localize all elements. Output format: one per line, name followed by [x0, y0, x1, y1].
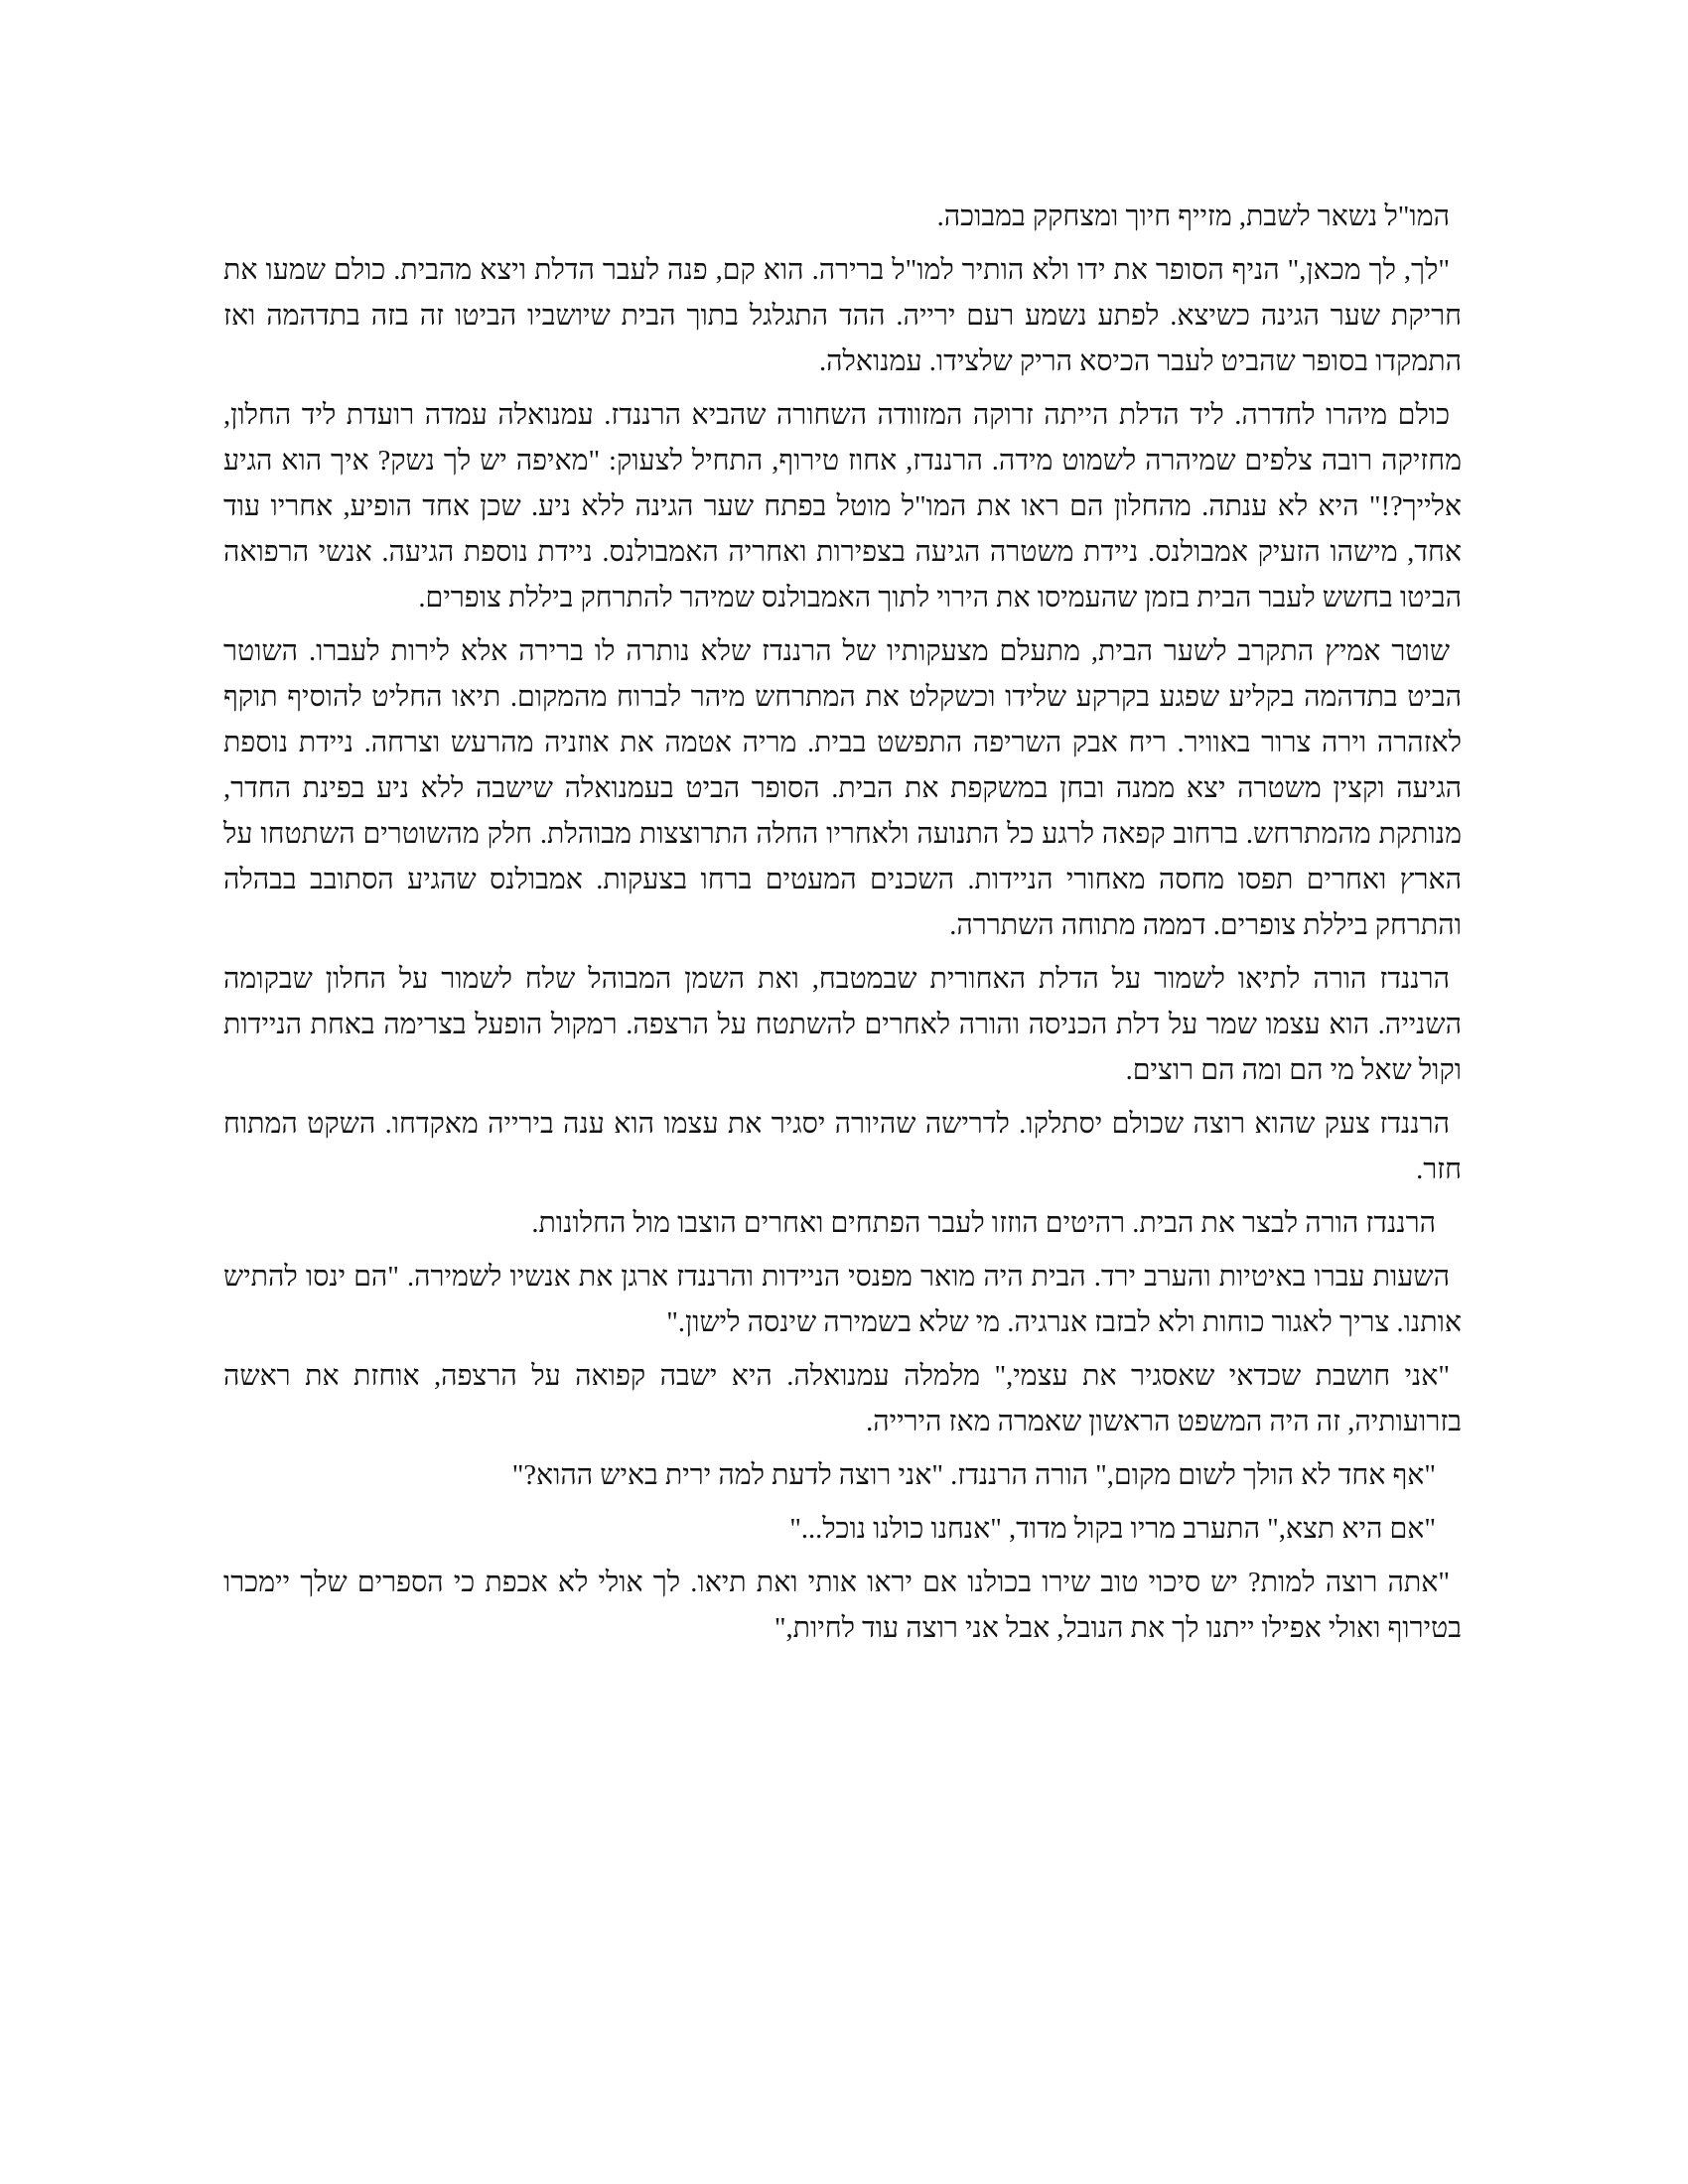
paragraph-1: המו"ל נשאר לשבת, מזייף חיוך ומצחקק במבוכה.	[936, 202, 1450, 232]
paragraph-4: שוטר אמיץ התקרב לשער הבית, מתעלם מצעקותיו של הרננדז שלא נותרה לו ברירה אלא לירות לעברו. השוטר הביט בתדהמה בקליע שפגע בקרקע שלידו וכשקלט את המתרחש מיהר לברוח מהמקום. תיאו החליט להוסיף תוקף לאזהרה וירה צרור באוויר. ריח אבק השריפה התפשט בבית. מריה אטמה את אוזניה מהרעש וצרחה. ניידת נוספת הגיעה וקצין משטרה יצא ממנה ובחן במשקפת את הבית. הסופר הביט בעמנואלה שישבה ללא ניע בפינת החדר, מנותקת מהמתרחש. ברחוב קפאה לרגע כל התנועה ולאחריו החלה התרוצצות מבוהלת. חלק מהשוטרים השתטחו על הארץ ואחרים תפסו מחסה מאחורי הניידות. השכנים המעטים ברחו בצעקות. אמבולנס שהגיע הסתובב בבהלה והתרחק ביללת צופרים. דממה מתוחה השתררה.	[223, 636, 1462, 941]
paragraph-9: "אני חושבת שכדאי שאסגיר את עצמי," מלמלה עמנואלה. היא ישבה קפואה על הרצפה, אוחזת את ראשה בזרועותיה, זה היה המשפט הראשון שאמרה מאז הירייה.	[223, 1361, 1462, 1437]
paragraph-3: כולם מיהרו לחדרה. ליד הדלת הייתה זרוקה המזוודה השחורה שהביא הרננדז. עמנואלה עמדה רועדת ליד החלון, מחזיקה רובה צלפים שמיהרה לשמוט מידה. הרננדז, אחוז טירוף, התחיל לצעוק: "מאיפה יש לך נשק? איך הוא הגיע אלייך?!" היא לא ענתה. מהחלון הם ראו את המו"ל מוטל בפתח שער הגינה ללא ניע. שכן אחד הופיע, אחריו עוד אחד, מישהו הזעיק אמבולנס. ניידת משטרה הגיעה בצפירות ואחריה האמבולנס. ניידת נוספת הגיעה. אנשי הרפואה הביטו בחשש לעבר הבית בזמן שהעמיסו את הירוי לתוך האמבולנס שמיהר להתרחק ביללת צופרים.	[223, 400, 1462, 614]
paragraph-8: השעות עברו באיטיות והערב ירד. הבית היה מואר מפנסי הניידות והרננדז ארגן את אנשיו לשמירה. "הם ינסו להתיש אותנו. צריך לאגור כוחות ולא לבזבז אנרגיה. מי שלא בשמירה שינסה לישון."	[223, 1262, 1462, 1338]
paragraph-10: "אף אחד לא הולך לשום מקום," הורה הרננדז. "אני רוצה לדעת למה ירית באיש ההוא?"	[511, 1460, 1436, 1491]
body-text	[223, 195, 1462, 1652]
paragraph-11: "אם היא תצא," התערב מריו בקול מדוד, "אנחנו כולנו נוכל..."	[789, 1514, 1436, 1545]
paragraph-12: "אתה רוצה למות? יש סיכוי טוב שירו בכולנו אם יראו אותי ואת תיאו. לך אולי לא אכפת כי הספרים שלך יימכרו בטירוף ואולי אפילו ייתנו לך את הנובל, אבל אני רוצה עוד לחיות,"	[223, 1568, 1462, 1644]
paragraph-7: הרננדז הורה לבצר את הבית. רהיטים הוזזו לעבר הפתחים ואחרים הוצבו מול החלונות.	[531, 1208, 1436, 1239]
paragraph-6: הרננדז צעק שהוא רוצה שכולם יסתלקו. לדרישה שהיורה יסגיר את עצמו הוא ענה בירייה מאקדחו. השקט המתוח חזר.	[223, 1109, 1462, 1185]
paragraph-5: הרננדז הורה לתיאו לשמור על הדלת האחורית שבמטבח, ואת השמן המבוהל שלח לשמור על החלון שבקומה השנייה. הוא עצמו שמר על דלת הכניסה והורה לאחרים להשתטח על הרצפה. רמקול הופעל בצרימה באחת הניידות וקול שאל מי הם ומה הם רוצים.	[223, 964, 1462, 1086]
paragraph-2: "לך, לך מכאן," הניף הסופר את ידו ולא הותיר למו"ל ברירה. הוא קם, פנה לעבר הדלת ויצא מהבית. כולם שמעו את חריקת שער הגינה כשיצא. לפתע נשמע רעם ירייה. ההד התגלגל בתוך הבית שיושביו הביטו זה בזה בתדהמה ואז התמקדו בסופר שהביט לעבר הכיסא הריק שלצידו. עמנואלה.	[223, 255, 1462, 377]
